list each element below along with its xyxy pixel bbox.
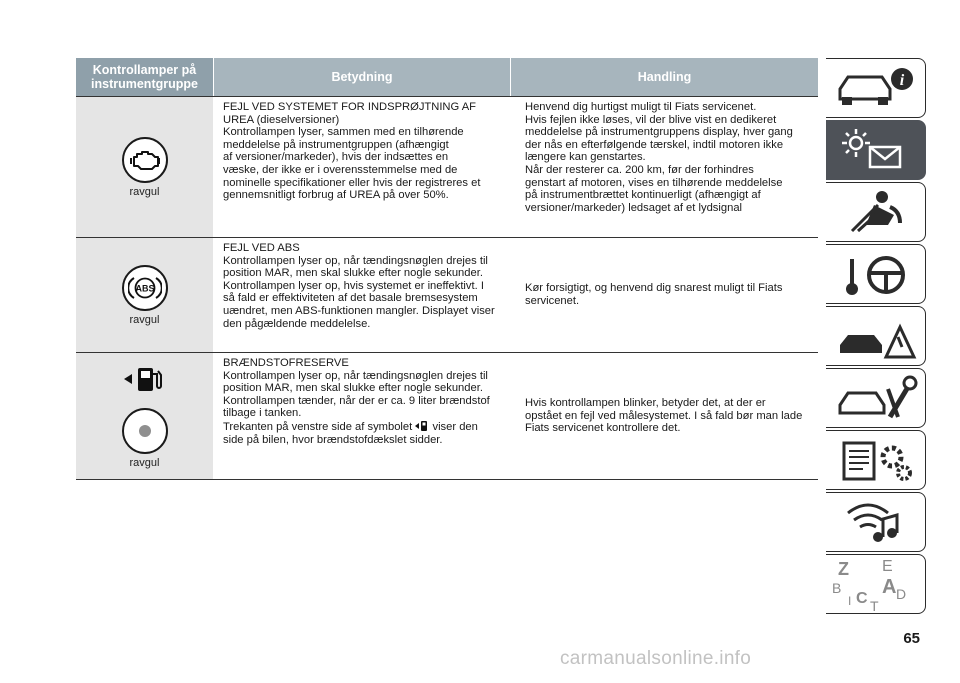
tab-technical-data[interactable] <box>826 430 926 490</box>
action-cell <box>521 353 818 479</box>
meaning-cell <box>213 238 521 352</box>
fuel-side-icon <box>415 420 429 432</box>
action-line: meddelelse på instrumentgruppens display, hver gang <box>525 126 793 139</box>
meaning-line: Kontrollampen lyser op, når tændingsnøglen drejes til <box>223 369 488 382</box>
meaning-line-symbol <box>223 420 515 434</box>
action-line: genstart af motoren, vises en tilhørende meddelelse <box>525 176 783 189</box>
color-caption: ravgul <box>129 313 160 326</box>
safety-airbag-icon <box>826 183 926 243</box>
meaning-line: så fald er effektiviteten af det basale bremsesystem <box>223 292 478 305</box>
meaning-line: BRÆNDSTOFRESERVE <box>223 357 349 369</box>
tab-safety[interactable] <box>826 182 926 242</box>
meaning-line: FEJL VED SYSTEMET FOR INDSPRØJTNING AF <box>223 101 476 113</box>
svg-text:i: i <box>899 72 905 89</box>
meaning-line: position MAR, men skal slukke efter nogle sekunder. <box>223 382 483 395</box>
index-letter: Z <box>838 559 849 579</box>
index-letter: D <box>896 586 907 602</box>
meaning-cell <box>213 353 521 479</box>
action-line: Når der resterer ca. 200 km, før der forhindres <box>525 163 754 176</box>
meaning-line: side på bilen, hvor brændstofdækslet sidder. <box>223 433 443 446</box>
watermark: carmanualsonline.info <box>560 648 752 669</box>
maintenance-icon <box>826 369 926 429</box>
header-action: Handling <box>511 58 818 96</box>
index-letter: B <box>832 580 842 596</box>
icon-cell <box>76 97 213 237</box>
index-letter: A <box>882 576 897 598</box>
warning-lights-table <box>76 58 818 480</box>
meaning-line: nominelle specifikationer eller hvis der registreres et <box>223 176 481 189</box>
table-row <box>76 238 818 353</box>
meaning-line: uændret, men ABS-funktionen mangler. Displayet viser <box>223 304 495 317</box>
emergency-icon <box>826 307 926 367</box>
action-line: Hvis kontrollampen blinker, betyder det, at der er <box>525 397 766 410</box>
page-number: 65 <box>903 630 920 647</box>
index-letter: T <box>870 598 879 614</box>
tab-car-info[interactable] <box>826 58 926 118</box>
icon-cell <box>76 238 213 352</box>
meaning-line: væske, der ikke er i overensstemmelse med de <box>223 163 458 176</box>
meaning-line: Kontrollampen tænder, når der er ca. 9 liter brændstof <box>223 394 490 407</box>
color-caption: ravgul <box>129 456 160 469</box>
car-info-icon <box>826 59 926 119</box>
tab-starting-driving[interactable] <box>826 244 926 304</box>
key-steering-icon <box>826 245 926 305</box>
meaning-line: UREA (dieselversioner) <box>223 113 340 126</box>
meaning-line: tilbage i tanken. <box>223 407 302 420</box>
icon-cell <box>76 353 213 479</box>
table-row <box>76 353 818 480</box>
technical-data-icon <box>826 431 926 491</box>
action-line: Fiats servicenet kontrollere det. <box>525 422 681 435</box>
meaning-line: Kontrollampen lyser op, når tændingsnøglen drejes til <box>223 254 488 267</box>
meaning-text: Trekanten på venstre side af symbolet <box>223 420 413 433</box>
fuel-reserve-icon <box>122 408 168 454</box>
fuel-pump-icon <box>122 364 168 394</box>
meaning-text: viser den <box>432 420 478 433</box>
action-line: Henvend dig hurtigst muligt til Fiats servicenet. <box>525 101 757 113</box>
action-cell <box>521 238 818 352</box>
action-line: Kør forsigtigt, og henvend dig snarest muligt til Fiats <box>525 282 783 295</box>
meaning-line: Kontrollampen lyser, sammen med en tilhørende <box>223 126 464 139</box>
meaning-line: FEJL VED ABS <box>223 242 300 254</box>
tab-maintenance[interactable] <box>826 368 926 428</box>
meaning-cell <box>213 97 521 237</box>
meaning-line: meddelelse på instrumentgruppen (afhængigt <box>223 138 449 151</box>
engine-check-icon <box>122 137 168 183</box>
tab-multimedia[interactable] <box>826 492 926 552</box>
meaning-line: Kontrollampen lyser op, hvis systemet er ineffektivt. I <box>223 279 484 292</box>
action-line: Hvis fejlen ikke løses, vil der blive vist en dedikeret <box>525 113 777 126</box>
header-warning-lights: Kontrollamper på instrumentgruppe <box>76 58 213 96</box>
header-meaning: Betydning <box>214 58 510 96</box>
action-line: servicenet. <box>525 295 580 307</box>
multimedia-icon <box>826 493 926 553</box>
warning-lights-icon <box>826 121 926 181</box>
action-line: versioner/markeder) ledsaget af et lydsignal <box>525 201 743 214</box>
action-line: længere kan genstartes. <box>525 151 646 164</box>
tab-index[interactable] <box>826 554 926 614</box>
action-cell <box>521 97 818 237</box>
abs-icon <box>122 265 168 311</box>
table-header <box>76 58 818 96</box>
meaning-line: gennemsnitligt forbrug af UREA på over 50%. <box>223 189 449 202</box>
action-line: der nås en efterfølgende tærskel, indtil motoren ikke <box>525 138 784 151</box>
action-line: opstået en fejl ved målesystemet. I så fald bør man lade <box>525 409 803 422</box>
abs-icon-label: ABS <box>134 283 155 293</box>
action-line: på instrumentbrættet kontinuerligt (afhængigt af <box>525 189 761 202</box>
index-letter: I <box>848 594 852 608</box>
index-letter: C <box>856 590 868 607</box>
meaning-line: den pågældende meddelelse. <box>223 317 371 330</box>
index-icon <box>826 555 926 615</box>
tab-emergency[interactable] <box>826 306 926 366</box>
meaning-line: af versioner/markeder), hvis der indsættes en <box>223 151 449 164</box>
table-row <box>76 96 818 238</box>
index-letter: E <box>882 558 893 575</box>
lamp-dot <box>139 425 151 437</box>
meaning-line: position MAR, men skal slukke efter nogle sekunder. <box>223 267 483 280</box>
tab-warning-lights[interactable] <box>826 120 926 180</box>
color-caption: ravgul <box>129 185 160 198</box>
